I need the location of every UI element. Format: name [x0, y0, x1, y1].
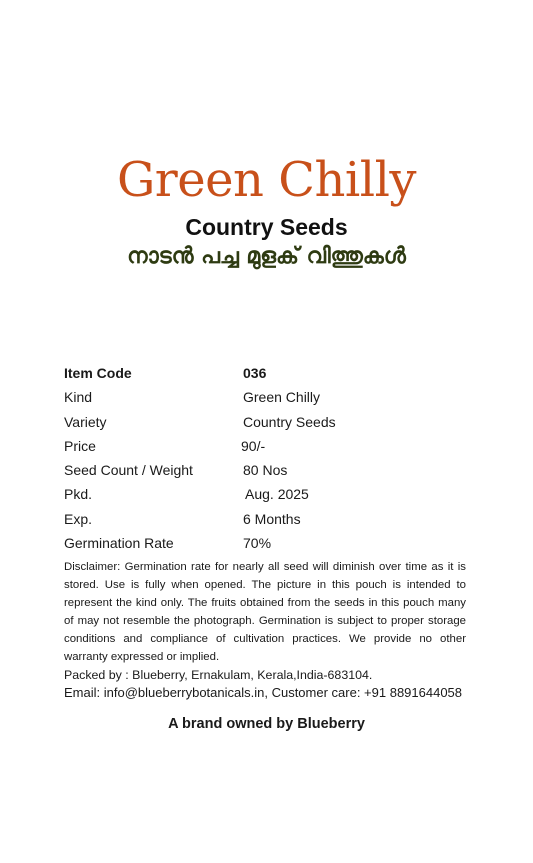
spec-table — [64, 361, 484, 555]
spec-row-price — [64, 434, 484, 458]
spec-label: Germination Rate — [64, 535, 174, 552]
spec-label: Variety — [64, 413, 107, 430]
spec-label: Kind — [64, 389, 93, 406]
spec-row-seed-count — [64, 458, 484, 482]
spec-row-kind — [64, 385, 484, 409]
spec-row-variety — [64, 410, 484, 434]
spec-value: Aug. 2025 — [245, 486, 309, 503]
disclaimer-text: Disclaimer: Germination rate for nearly all seed will diminish over time as it is stored. Use is fully when opened. The picture in this pouch is intended to represent the kind only. The fruits obtained from the seeds in this pouch many of may not resemble the photograph. Germination is subject to proper storage conditions and compliance of cultivation practices. We provide no other warranty expressed or implied. — [64, 561, 466, 663]
product-title: Green Chilly — [116, 152, 417, 208]
spec-row-expiry — [64, 507, 484, 531]
contact-info: Email: info@blueberrybotanicals.in, Customer care: +91 8891644058 — [64, 685, 463, 700]
malayalam-title: നാടൻ പച്ച മുളക് വിത്തുകൾ — [127, 244, 406, 269]
spec-label: Price — [64, 437, 96, 454]
brand-tagline: A brand owned by Blueberry — [168, 716, 365, 732]
spec-label: Item Code — [64, 365, 132, 381]
spec-value: 90/- — [241, 437, 266, 454]
spec-row-item-code — [64, 361, 484, 385]
spec-value: 70% — [243, 535, 272, 552]
spec-row-packed-date — [64, 482, 484, 506]
spec-value: Green Chilly — [243, 389, 321, 406]
spec-value: Country Seeds — [243, 413, 336, 430]
spec-label: Pkd. — [64, 486, 93, 503]
spec-label: Seed Count / Weight — [64, 462, 193, 479]
spec-value: 80 Nos — [243, 462, 288, 479]
spec-value: 6 Months — [243, 510, 301, 527]
spec-value: 036 — [243, 365, 267, 381]
spec-label: Exp. — [64, 510, 93, 527]
packed-by-address: Packed by : Blueberry, Ernakulam, Kerala,India-683104. — [64, 668, 373, 682]
spec-row-germination-rate — [64, 531, 484, 555]
product-subtitle: Country Seeds — [185, 214, 348, 240]
